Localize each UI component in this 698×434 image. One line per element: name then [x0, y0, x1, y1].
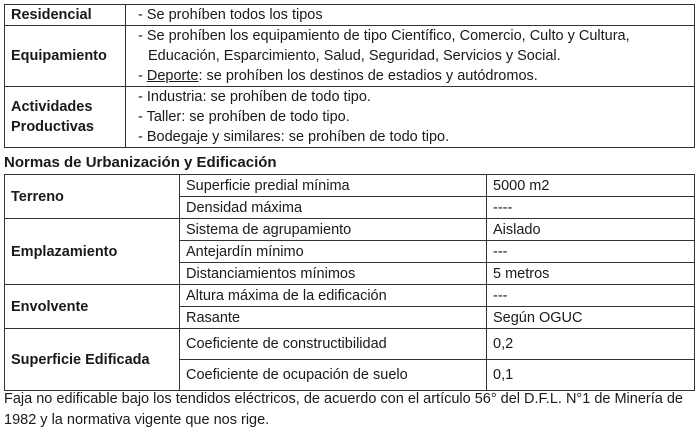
norm-value: 5000 m2: [487, 175, 695, 197]
category-residencial: Residencial: [5, 5, 126, 26]
norm-label: Superficie predial mínima: [180, 175, 487, 197]
list-item-deporte: [138, 66, 688, 86]
norm-value: ---: [487, 285, 695, 307]
category-superficie-edificada: Superficie Edificada: [5, 329, 180, 391]
norm-label: Coeficiente de ocupación de suelo: [180, 360, 487, 391]
deporte-prefix: -: [138, 68, 147, 84]
table-row: [5, 26, 695, 87]
deporte-rest: : se prohíben los destinos de estadios y autódromos.: [198, 68, 538, 84]
norm-value: 0,1: [487, 360, 695, 391]
deporte-word: Deporte: [146, 68, 199, 84]
norm-label: Sistema de agrupamiento: [180, 219, 487, 241]
category-equipamiento: Equipamiento: [5, 26, 126, 87]
norm-value: 0,2: [487, 329, 695, 360]
list-item: - Se prohíben todos los tipos: [138, 7, 323, 23]
list-item: - Taller: se prohíben de todo tipo.: [138, 109, 350, 125]
list-item: - Se prohíben los equipamiento de tipo Científico, Comercio, Culto y Cultura,: [138, 28, 630, 44]
actividades-items: [126, 87, 695, 148]
norm-value: Aislado: [487, 219, 695, 241]
norm-label: Altura máxima de la edificación: [180, 285, 487, 307]
norm-label: Coeficiente de constructibilidad: [180, 329, 487, 360]
norm-label: Distanciamientos mínimos: [180, 263, 487, 285]
category-terreno: Terreno: [5, 175, 180, 219]
equipamiento-items: [126, 26, 695, 87]
table-row: [5, 87, 695, 148]
category-actividades-productivas: [5, 87, 126, 148]
category-line: Productivas: [11, 119, 94, 135]
land-use-table: [4, 4, 695, 148]
list-item-continuation: Educación, Esparcimiento, Salud, Seguridad, Servicios y Social.: [148, 48, 561, 64]
table-row: [5, 175, 695, 197]
norm-value: ----: [487, 197, 695, 219]
list-item: - Bodegaje y similares: se prohíben de todo tipo.: [138, 129, 450, 145]
norm-value: Según OGUC: [487, 307, 695, 329]
table-row: [5, 329, 695, 360]
norm-label: Densidad máxima: [180, 197, 487, 219]
section-heading: Normas de Urbanización y Edificación: [4, 154, 277, 171]
table-row: [5, 5, 695, 26]
footnote: Faja no edificable bajo los tendidos eléctricos, de acuerdo con el artículo 56° del D.F.L. N°1 de Minería de 1982 y la normativa vigente que nos rige.: [4, 391, 683, 428]
norm-label: Rasante: [180, 307, 487, 329]
table-row: [5, 285, 695, 307]
norms-table: [4, 174, 695, 391]
category-envolvente: Envolvente: [5, 285, 180, 329]
norm-label: Antejardín mínimo: [180, 241, 487, 263]
norm-value: 5 metros: [487, 263, 695, 285]
norm-value: ---: [487, 241, 695, 263]
list-item: - Industria: se prohíben de todo tipo.: [138, 89, 371, 105]
table-row: [5, 219, 695, 241]
residencial-items: [126, 5, 695, 26]
category-emplazamiento: Emplazamiento: [5, 219, 180, 285]
category-line: Actividades: [11, 99, 93, 115]
